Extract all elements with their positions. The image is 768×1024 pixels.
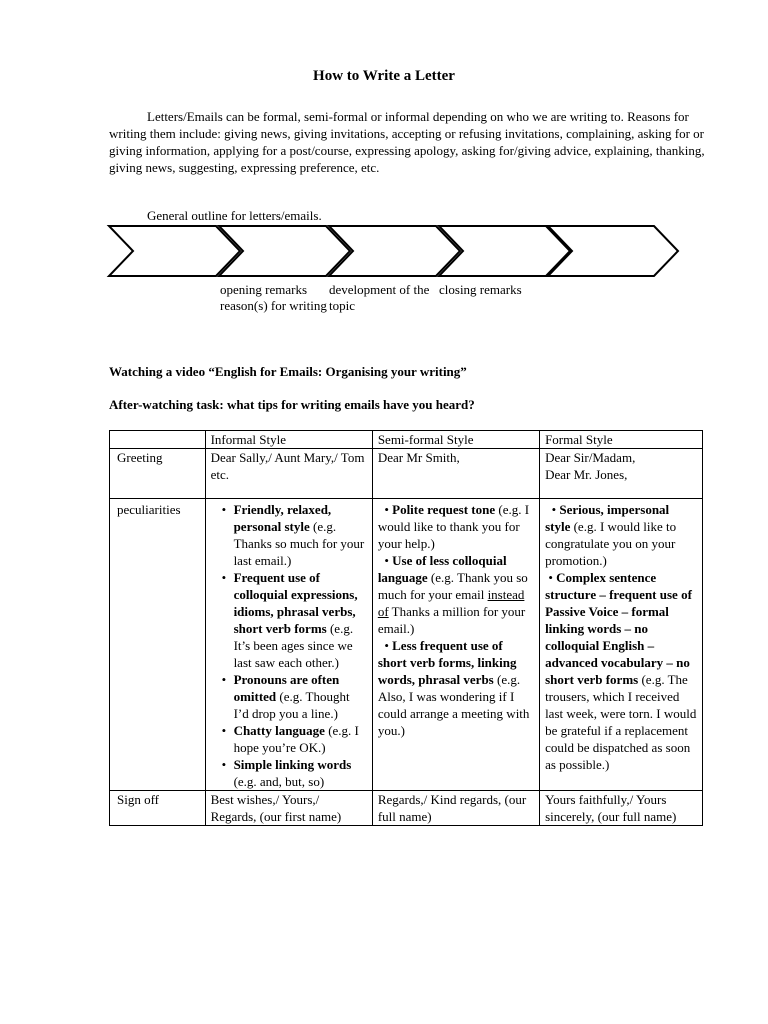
header-informal: Informal Style bbox=[205, 431, 372, 449]
outline-arrow-diagram bbox=[0, 0, 768, 300]
header-formal: Formal Style bbox=[540, 431, 703, 449]
stage-label-opening: opening remarks reason(s) for writing bbox=[220, 282, 327, 313]
table-row-signoff bbox=[110, 791, 703, 826]
outline-label: General outline for letters/emails. bbox=[147, 208, 322, 223]
semiformal-point-2: • Use of less colloquial language (e.g. Thank you so much for your email instead of Thanks a million for your email.) bbox=[377, 553, 528, 636]
stage-label-closing: closing remarks bbox=[439, 282, 522, 297]
stage-label-development: development of the topic bbox=[329, 282, 430, 313]
intro-paragraph: Letters/Emails can be formal, semi-formal or informal depending on who we are writing to. Reasons for writing them include: giving news, giving invitations, accepting or refusing invitations, complaining, asking for or giving information, applying for a post/course, expressing apology, asking for/giving advice, explaining, thanking, giving news, suggesting, expressing preference, etc. bbox=[109, 109, 705, 175]
signoff-informal: Best wishes,/ Yours,/ Regards, (our first name) bbox=[205, 791, 372, 826]
informal-tips-list bbox=[222, 501, 367, 790]
outline-arrow-1 bbox=[109, 226, 240, 276]
greeting-formal bbox=[540, 449, 703, 499]
signoff-formal: Yours faithfully,/ Yours sincerely, (our full name) bbox=[540, 791, 703, 826]
formal-point-1: • Serious, impersonal style (e.g. I would like to congratulate you on your promotion.) bbox=[545, 502, 677, 568]
signoff-label: Sign off bbox=[110, 791, 206, 826]
list-item: • Chatty language (e.g. I hope you’re OK.) bbox=[221, 723, 359, 755]
style-comparison-table bbox=[109, 430, 703, 826]
greeting-formal-line-1: Dear Sir/Madam, bbox=[545, 450, 636, 465]
task-heading: After-watching task: what tips for writing emails have you heard? bbox=[109, 397, 475, 412]
table-row-peculiarities bbox=[110, 499, 703, 791]
semiformal-point-1: • Polite request tone (e.g. I would like to thank you for your help.) bbox=[377, 502, 530, 551]
header-cell-empty bbox=[110, 431, 206, 449]
page-title: How to Write a Letter bbox=[313, 68, 455, 84]
table-row-greeting bbox=[110, 449, 703, 499]
peculiarities-label: peculiarities bbox=[110, 499, 206, 791]
peculiarities-formal bbox=[540, 499, 703, 791]
list-item: • Pronouns are often omitted (e.g. Thought I’d drop you a line.) bbox=[221, 672, 350, 721]
video-heading: Watching a video “English for Emails: Organising your writing” bbox=[109, 364, 467, 379]
header-semiformal: Semi-formal Style bbox=[372, 431, 539, 449]
greeting-label: Greeting bbox=[110, 449, 206, 499]
greeting-semiformal: Dear Mr Smith, bbox=[372, 449, 539, 499]
formal-point-2: • Complex sentence structure – frequent use of Passive Voice – formal linking words – no colloquial English – advanced vocabulary – no short verb forms (e.g. The trousers, which I received last week, were torn. I would be grateful if a replacement could be dispatched as soon as possible.) bbox=[545, 570, 697, 772]
greeting-formal-line-2: Dear Mr. Jones, bbox=[545, 467, 628, 482]
list-item: • Simple linking words (e.g. and, but, so) bbox=[221, 757, 352, 789]
list-item: • Frequent use of colloquial expressions, idioms, phrasal verbs, short verb forms (e.g. It’s been ages since we last saw each other.) bbox=[221, 570, 358, 670]
semiformal-point-3: • Less frequent use of short verb forms, linking words, phrasal verbs (e.g. Also, I was wondering if I could arrange a meeting with you.) bbox=[377, 638, 530, 738]
peculiarities-semiformal bbox=[372, 499, 539, 791]
signoff-semiformal: Regards,/ Kind regards, (our full name) bbox=[372, 791, 539, 826]
peculiarities-informal bbox=[205, 499, 372, 791]
table-header-row bbox=[110, 431, 703, 449]
greeting-informal: Dear Sally,/ Aunt Mary,/ Tom etc. bbox=[205, 449, 372, 499]
list-item: • Friendly, relaxed, personal style (e.g. Thanks so much for your last email.) bbox=[221, 502, 365, 568]
